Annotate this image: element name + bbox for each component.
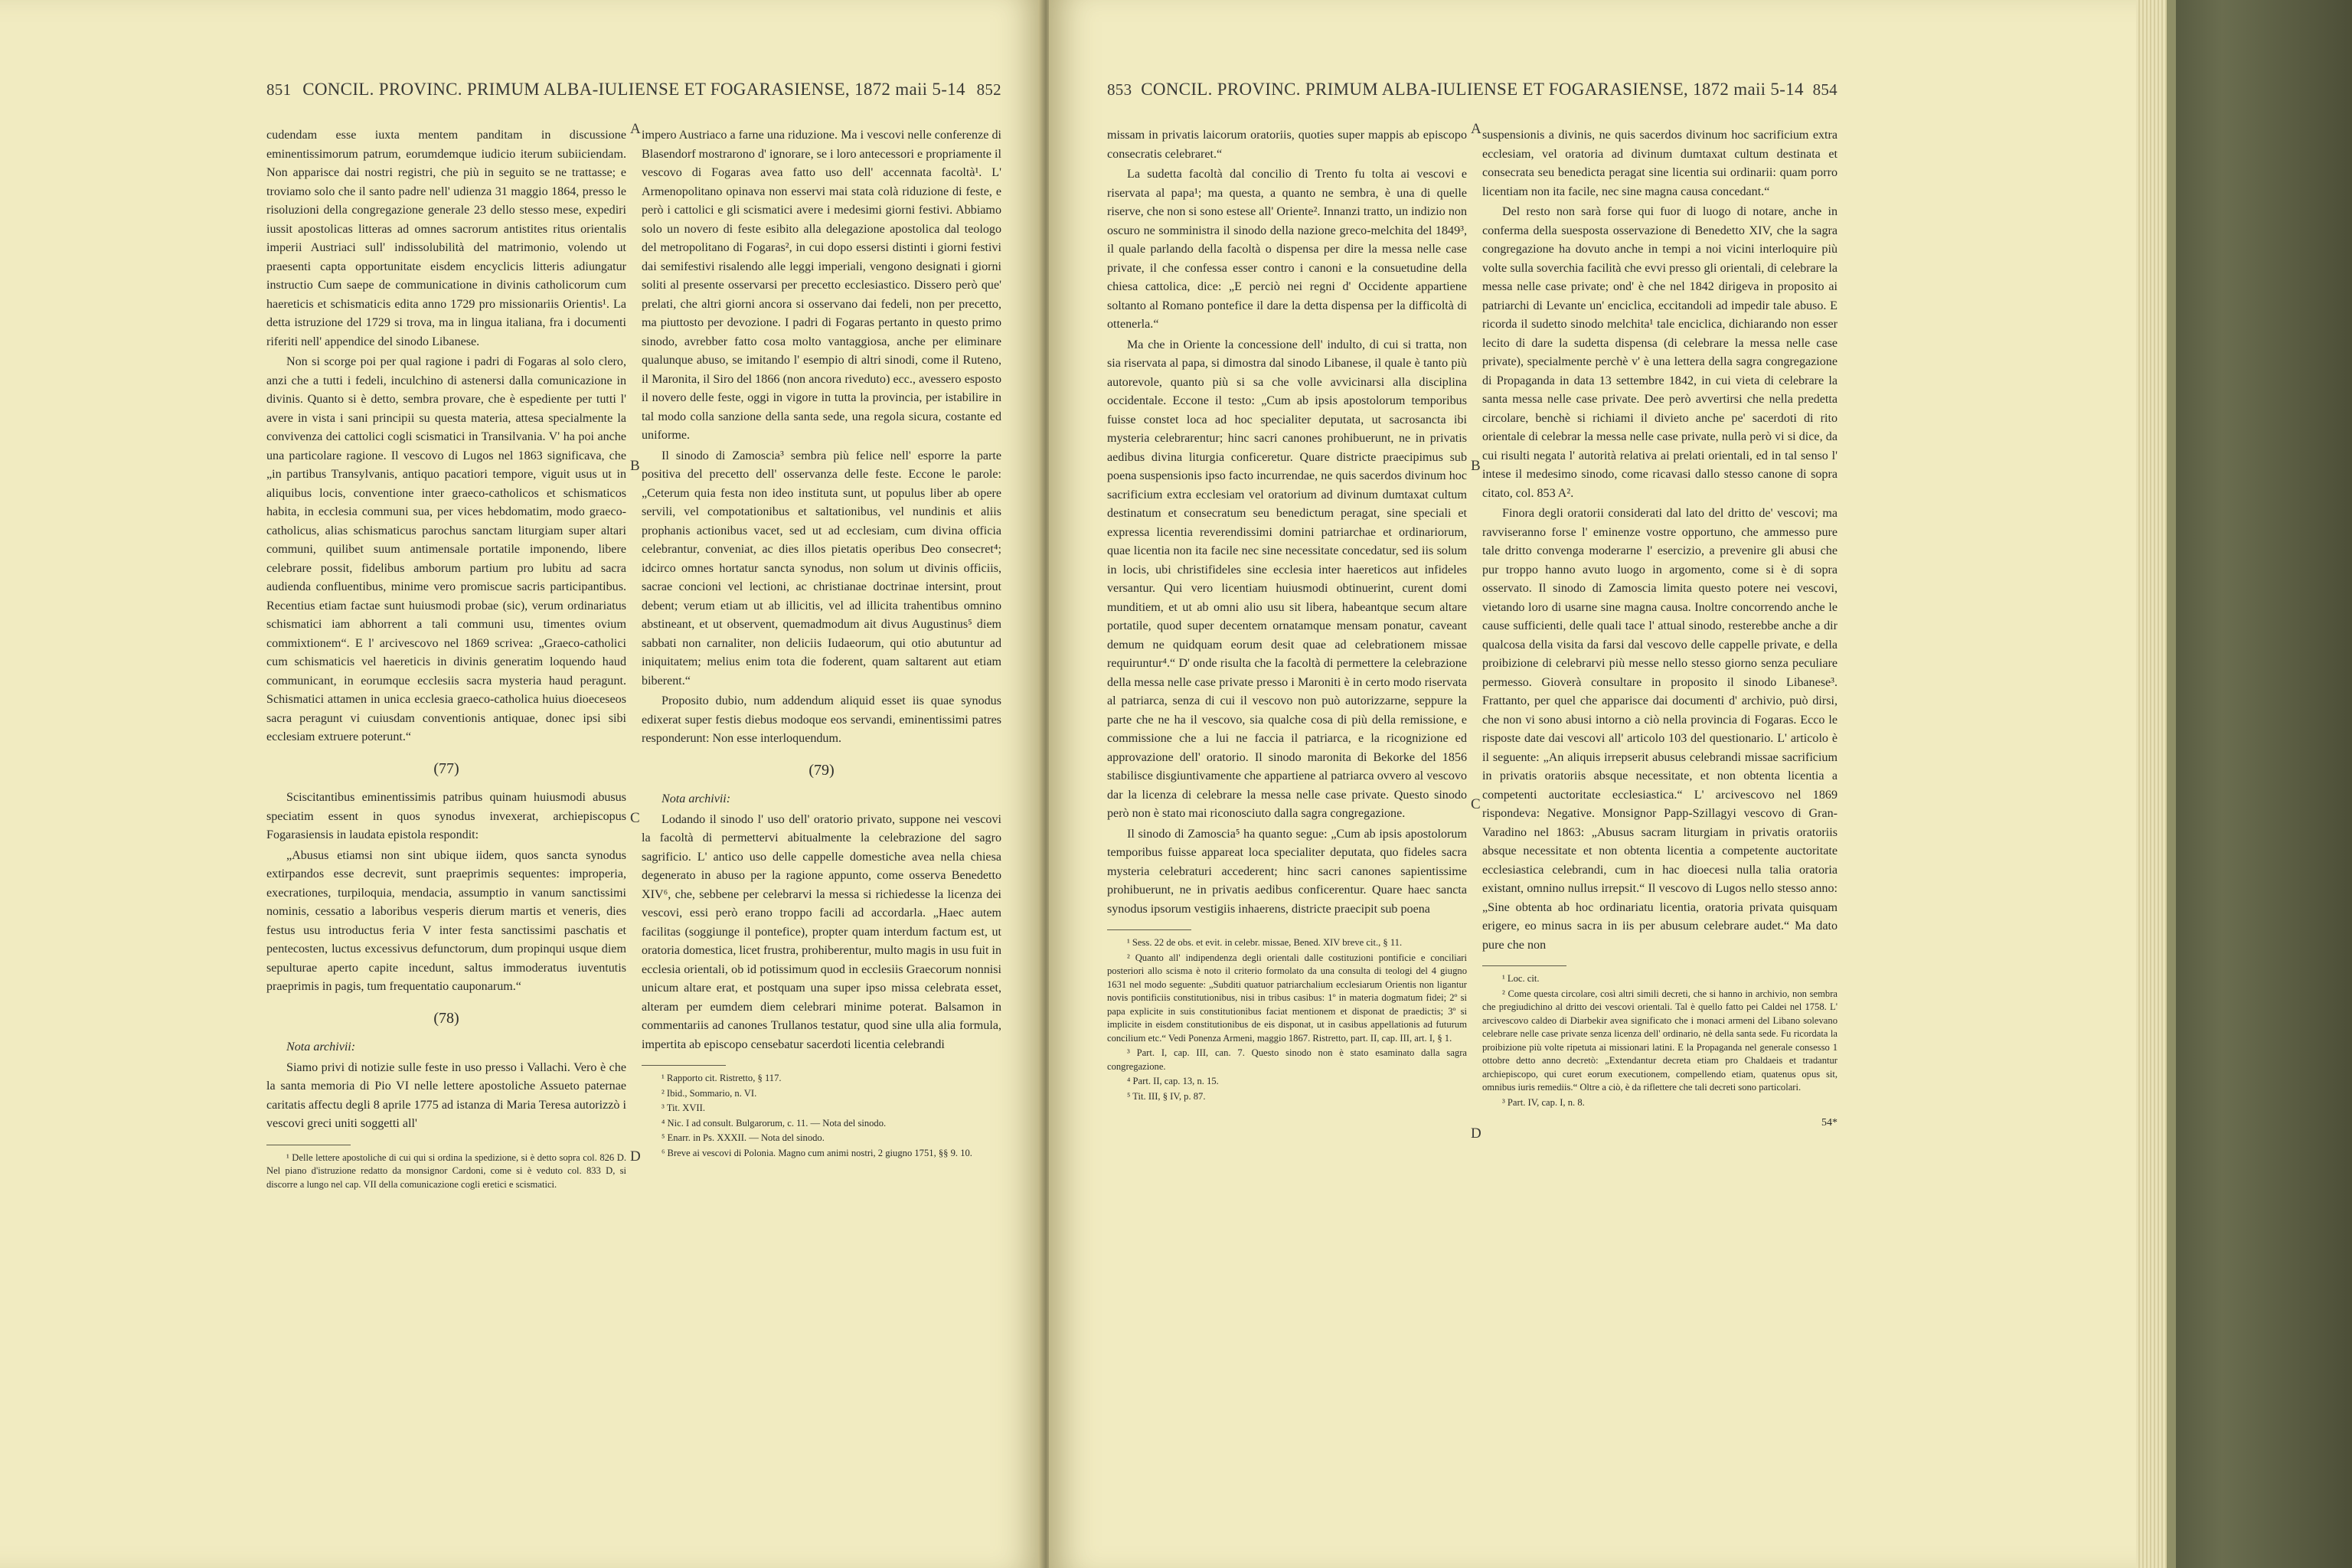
footnote: ¹ Rapporto cit. Ristretto, § 117. xyxy=(662,1073,782,1083)
paragraph: Sciscitantibus eminentissimis patribus quinam huiusmodi abusus speciatim essent in quos synodus invexerat, archiepiscopus Fogarasiensis in laudata epistola respondit: xyxy=(266,791,626,841)
margin-marker-c: C xyxy=(630,810,640,826)
footnote: ³ Part. IV, cap. I, n. 8. xyxy=(1502,1096,1585,1108)
right-page-header xyxy=(1107,80,1838,100)
section-number: (79) xyxy=(808,761,835,779)
running-title: CONCIL. PROVINC. PRIMUM ALBA-IULIENSE ET FOGARASIENSE, 1872 maii 5-14 xyxy=(1141,80,1804,99)
margin-marker-d: D xyxy=(630,1148,641,1165)
paragraph: Proposito dubio, num addendum aliquid esset iis quae synodus edixerat super festis diebus modoque eos servandi, eminentissimi patres responderunt: Non esse interloquendum. xyxy=(642,694,1001,745)
paragraph: Del resto non sarà forse qui fuor di luogo di notare, anche in conferma della suesposta osservazione di Benedetto XIV, che la sagra congregazione ha dovuto anche in tempi a noi vicini interloquire più volte sulla soverchia facilità che evvi presso gli orientali, di celebrare la messa nelle case private; ond' è che nel 1842 dirigeva in proposito ai patriarchi di Levante un' enciclica, eccitandoli ad impedir tale abuso. E ricorda il sudetto sinodo melchita¹ tale enciclica, dichiarando non esser lecito di dare la sudetta dispensa (di celebrare la messa nelle case private), specialmente perchè v' è una lettera della sagra congregazione di Propaganda in data 13 settembre 1842, in cui vieta di celebrare la santa messa nelle case private. Dee però avvertirsi che nella predetta circolare, benchè si richiami il divieto anche pe' sacerdoti di rito orientale di celebrar la messa nelle case private, nulla però vi si dice, da cui risulti negata l' autorità relativa ai prelati orientali, ed in tal senso l' intese il medesimo sinodo, come ricavasi dallo stesso canone di sopra citato, col. 853 A². xyxy=(1482,205,1838,500)
margin-marker-b: B xyxy=(1471,458,1481,474)
left-page-column-2 xyxy=(642,126,1001,1161)
footnote-rule xyxy=(1482,965,1566,966)
paragraph: Finora degli oratorii considerati dal lato del dritto de' vescovi; ma ravviseranno forse l' eminenze vostre opportuno, che ammesso pure tale dritto convenga moderarne l' esercizio, a prevenire gli abusi che pur troppo hanno avuto luogo in argomento, come si è di sopra osservato. Il sinodo di Zamoscia limita questo potere nei vescovi, vietando loro di usarne sine magna causa. Inoltre concorrendo anche le cause sufficienti, delle quali tace l' attual sinodo, resterebbe anche a dir qualcosa della visita da farsi dal vescovo delle cappelle private, e della proibizione di celebrarvi più messe nello stesso giorno senza peculiare permesso. Gioverà consultare in proposito il sinodo Libanese³. Frattanto, per quel che apparisce dai documenti d' archivio, può dirsi, che non vi sono abusi intorno a ciò nella provincia di Fogaras. Ecco le risposte date dai vescovi all' articolo 103 del questionario. L' articolo è il seguente: „An aliquis irrepserit abusus celebrandi missae sacrificium in privatis oratoriis absque necessitate, et non obtenta licentia a competenti auctoritate ecclesiastica.“ L' arcivescovo nel 1869 rispondeva: Negative. Monsignor Papp-Szillagyi vescovo di Gran-Varadino nel 1863: „Abusus sacram liturgiam in privatis oratoriis absque necessitate et non obtenta licentia a competente auctoritate ecclesiastica celebrandi, cum in hac dioecesi nulla talia oratoria existant, omnino nullus irrepsit.“ Il vescovo di Lugos nello stesso anno: „Sine obtenta ab hoc ordinariatu licentia, oratoria privata quisquam erigere, eo minus sacra in iis per abusum celebrare audet.“ Ma dato pure che non xyxy=(1482,507,1838,952)
footnote: ⁴ Part. II, cap. 13, n. 15. xyxy=(1127,1076,1219,1086)
archive-note-label: Nota archivii: xyxy=(286,1040,356,1054)
footnote: ² Ibid., Sommario, n. VI. xyxy=(662,1087,757,1099)
page-edge-stack xyxy=(2136,0,2167,1568)
paragraph: Il sinodo di Zamoscia³ sembra più felice nell' esporre la parte positiva del precetto dell' osservanza delle feste. Eccone le parole: „Ceterum quia festa non ideo instituta sunt, ut populus liber ab opere servili, vel compotationibus et saltationibus, vel nundinis et aliis prophanis actionibus vacet, sed ut ad ecclesiam, cum divina officia celebrantur, conveniat, ac dies illos pietatis operibus Deo consecret⁴; idcirco omnes hortatur sancta synodus, non solum ut divinis officiis, sacrae concioni vel lectioni, ac christianae doctrinae intersint, prout debent; verum etiam ut ab illicitis, vel ad illicita trahentibus omnino abstineant, et ut observent, quemadmodum ait divus Augustinus⁵ diem sabbati non carnaliter, non deliciis Iudaeorum, qui otio abutuntur ad iniquitatem; melius enim tota die foderent, quam saltarent aut etiam biberent.“ xyxy=(642,449,1001,688)
left-page xyxy=(0,0,1043,1568)
paragraph: Ma che in Oriente la concessione dell' indulto, di cui si tratta, non sia riservata al papa, si dimostra dal sinodo Libanese, il quale è tanto più autorevole, quanto più si sa che volle avvicinarsi alla disciplina occidentale. Eccone il testo: „Cum ab ipsis apostolorum temporibus fuisse constet loca ad hoc specialiter deputata, ut sacrosancta ibi mysteria celebrarentur; hinc sacri canones prohibuerunt, ne in privatis aedibus divina liturgia conficeretur. Quare districte praecipimus sub poena suspensionis ipso facto incurrendae, ne quis sacerdos divinum hoc sacrificium extra ecclesiam vel oratorium ad divinum dumtaxat cultum destinatum et consecratum seu benedictum peragat, sine speciali et expressa licentia reverendissimi domini patriarchae et ordinariorum, quae licentia non ita facile nec sine necessitate concedatur, sed iis solum in locis, ubi christifideles sine ecclesia inter haereticos aut infideles versantur. Qui vero licentiam huiusmodi obtinuerint, curent domi munditiem, et ut ab omni alio usu sit libera, habeantque secum altare portatile, quod super decentem ornatamque mensam ponatur, caveant demum ne quidquam eorum desit quae ad celebrationem missae requiruntur⁴.“ D' onde risulta che la facoltà di permettere la celebrazione della messa nelle case private presso i Maroniti è in certo modo riservata al patriarca, senza di cui il vescovo non può autorizzarne, seppure la parte che ne ha il vescovo, sia qualche cosa di più della remissione, e commissione che a lui ne faccia il patriarca, e la ricognizione ed approvazione dell' oratorio. Il sinodo maronita di Bekorke del 1856 stabilisce disgiuntivamente che appartiene al patriarca ovvero al vescovo dar la licenza di celebrare la messa nelle case private. Questo sinodo però non è stato mai riconosciuto dalla sagra congregazione. xyxy=(1107,338,1467,820)
paragraph: Non si scorge poi per qual ragione i padri di Fogaras al solo clero, anzi che a tutti i fedeli, inculchino di astenersi dalla comunicazione in divinis. Quanto si è detto, sembra provare, che è espediente per tutti l' avere in vista i sani principii su questa materia, attesa specialmente la convivenza dei cattolici cogli scismatici in Transilvania. V' ha poi anche una particolare ragione. Il vescovo di Lugos nel 1863 significava, che „in partibus Transylvanis, antiquo pacatiori tempore, viguit usus ut in aliquibus locis, conventione inter graeco-catholicos et schismaticos habita, in ecclesia communi sua, per vices hebdomatim, modo graeco-catholicus, alias schismaticus parochus sanctam liturgiam super altari communi, quilibet suum antimensale portatile imponendo, libere celebrare possit, fidelibus amborum partium pro lubitu ad sacra audienda confluentibus, minime vero promiscue sacris participantibus. Recentius etiam factae sunt huiusmodi probae (sic), verum ordinariatus schismatici iam abhorrent a tali communi usu, timentes ovium commixtionem“. E l' arcivescovo nel 1869 scrivea: „Graeco-catholici cum schismaticis vel haereticis in divinis generatim loquendo haud communicant, in eorumque ecclesiis sacra mysteria haud peragunt. Schismatici attamen in unica ecclesia graeco-catholica huius dioeceseos sacra peragunt vi cuiusdam conventionis antiquae, donec ipsi sibi ecclesiam extruere poterunt.“ xyxy=(266,355,626,743)
footnote-rule xyxy=(642,1065,726,1066)
margin-marker-a: A xyxy=(630,121,641,137)
paragraph: Siamo privi di notizie sulle feste in uso presso i Vallachi. Vero è che la santa memoria di Pio VI nelle lettere apostoliche Assueto paternae caritatis affectu degli 8 aprile 1775 ad istanza di Maria Teresa autorizzò i vescovi greci uniti soggetti all' xyxy=(266,1060,626,1130)
footnote: ² Come questa circolare, così altri simili decreti, che si hanno in archivio, non sembra che pregiudichino al dritto dei vescovi orientali. Tal è quello fatto pei Caldei nel 1758. L' arcivescovo caldeo di Diarbekir avea significato che i monaci armeni del Libano solevano celebrare nelle case private senza licenza dell' ordinario, nè della santa sede. Fu ricordata la proibizione più volte ripetuta ai missionari latini. E la Propaganda nel generale consesso 1 ottobre detto anno decretò: „Extendantur decreta etiam pro Chaldaeis et tradantur archiepiscopo, qui curet eorum executionem, compellendo etiam, quatenus opus sit, omnibus iuris remediis.“ Oltre a ciò, è da riflettere che tali decreti sono particolari. xyxy=(1482,988,1838,1093)
paragraph: impero Austriaco a farne una riduzione. Ma i vescovi nelle conferenze di Blasendorf mostrarono d' ignorare, se i loro antecessori e propriamente il vescovo di Fogaras avea fatto uso dell' accennata facoltà¹. L' Armenopolitano opinava non esservi mai stata colà riduzione di feste, e però i cattolici e gli scismatici avere i medesimi giorni festivi. Abbiamo solo un novero di feste esibito alla delegazione apostolica dal teologo del metropolitano di Fogaras², in cui dopo essersi distinti i giorni festivi dai semifestivi risalendo alle leggi imperiali, vengono designati i giorni soliti al presente osservarsi per precetto ecclesiastico. Dissero però que' prelati, che altri giorni ancora si osservano dai fedeli, non per precetto, ma piuttosto per devozione. I padri di Fogaras pertanto in questo primo sinodo, avrebber fatto cosa molto vantaggiosa, anche per eliminare qualunque abuso, se imitando l' esempio di altri sinodi, come il Ruteno, il Maronita, il Siro del 1866 (non ancora riveduto) ecc., avessero esposto il novero delle feste, oggi in vigore in tutta la provincia, per istabilire in tal modo colla sanzione della santa sede, una regola sicura, costante ed uniforme. xyxy=(642,129,1001,442)
right-page xyxy=(1049,0,2136,1568)
margin-marker-a: A xyxy=(1471,121,1481,137)
book-cover xyxy=(2167,0,2352,1568)
footnote: ¹ Delle lettere apostoliche di cui qui si ordina la spedizione, si è detto sopra col. 826 D. Nel piano d'istruzione redatto da monsignor Cardoni, come si è veduto col. 833 D, si discorre a lungo nel cap. VII della comunicazione cogli eretici e scismatici. xyxy=(266,1152,626,1190)
archive-note-label: Nota archivii: xyxy=(662,792,731,805)
footnote: ⁵ Tit. III, § IV, p. 87. xyxy=(1127,1090,1206,1102)
signature-mark: 54* xyxy=(1821,1117,1838,1129)
paragraph: suspensionis a divinis, ne quis sacerdos divinum hoc sacrificium extra ecclesiam, vel oratoria ad divinum dumtaxat cultum destinata et consecrata seu benedicta peragat sine licentia sui ordinarii: quam porro licentiam non ita facile, nec sine magna causa concedant.“ xyxy=(1482,129,1838,198)
page-number-left: 851 xyxy=(266,80,292,99)
footnote: ⁴ Nic. I ad consult. Bulgarorum, c. 11. — Nota del sinodo. xyxy=(662,1117,887,1129)
right-page-column-2 xyxy=(1482,126,1838,1135)
section-number: (77) xyxy=(433,760,459,777)
right-page-column-1 xyxy=(1107,126,1467,1105)
section-number: (78) xyxy=(433,1009,459,1027)
footnote: ¹ Loc. cit. xyxy=(1502,973,1540,984)
page-number-right: 852 xyxy=(976,80,1001,99)
paragraph: La sudetta facoltà dal concilio di Trento fu tolta ai vescovi e riservata al papa¹; ma questa, a quanto ne sembra, è una di quelle riserve, che non si sono estese all' Oriente². Innanzi tratto, un indizio non oscuro ne somministra il sinodo della nazione greco-melchita del 1849³, il quale parlando della facoltà o dispensa per dire la messa nelle case private, il che confessa esser contro i canoni e la consuetudine della chiesa cattolica, dice: „E perciò nei regni d' Occidente appartiene soltanto al Romano pontefice il dare la detta dispensa per la difficoltà di ottenerla.“ xyxy=(1107,168,1467,331)
paragraph: cudendam esse iuxta mentem panditam in discussione eminentissimorum patrum, eorumdemque iudicio iterum subiiciendam. Non apparisce dai nostri registri, che più in seguito se ne trattasse; e troviamo solo che il santo padre nell' udienza 31 maggio 1864, presso le risoluzioni della congregazione generale 23 dello stesso mese, expediri iussit apostolicas litteras ad omnes sacrorum antistites ritus orientalis imperii Austriaci sull' indissolubilità del matrimonio, volendo ut praesenti capta opportunitate eisdem encyclicis litteris adiungatur instructio Cum saepe de communicatione in divinis catholicorum cum haereticis et schismaticis edita anno 1729 pro missionariis Orientis¹. La detta istruzione del 1729 si trova, ma in lingua italiana, fra i documenti riferiti nell' appendice del sinodo Libanese. xyxy=(266,129,626,348)
paragraph: „Abusus etiamsi non sint ubique iidem, quos sancta synodus extirpandos esse decrevit, sunt praeprimis sequentes: improperia, execrationes, turpiloquia, mendacia, assumptio in vanum sanctissimi nominis, cessatio a laboribus vesperis dierum martis et veneris, dies festus usu introductus feria V inter festa sanctissimi paschatis et pentecosten, luctus excessivus defunctorum, dum propinqui usque diem sepulturae aperto capite incedunt, saltus immoderatus iuventutis praeprimis in pagis, tum frequentatio cauponarum.“ xyxy=(266,848,626,993)
paragraph: missam in privatis laicorum oratoriis, quoties super mappis ab episcopo consecratis celebraret.“ xyxy=(1107,129,1467,161)
page-number-left: 853 xyxy=(1107,80,1132,99)
footnote: ⁵ Enarr. in Ps. XXXII. — Nota del sinodo. xyxy=(662,1132,825,1143)
footnote: ⁶ Breve ai vescovi di Polonia. Magno cum animi nostri, 2 giugno 1751, §§ 9. 10. xyxy=(662,1147,972,1158)
footnote: ² Quanto all' indipendenza degli orientali dalle costituzioni pontificie e conciliari posteriori allo scisma è noto il criterio formolato da una consulta di teologi del 4 giugno 1631 nel modo seguente: „Subditi quatuor patriarchalium ecclesiarum Orientis non ligantur novis pontificiis constitutionibus, nisi in tribus casibus: 1º in materia dogmatum fidei; 2º si papa explicite in suis constitutionibus faciat mentionem et disponat de praedictis; 3º si implicite in eisdem constitutionibus de eis disponat, ut in casibus appellationis ad futurum concilium etc.“ Vedi Ponenza Armeni, maggio 1867. Ristretto, part. II, cap. III, art. I, § 1. xyxy=(1107,952,1467,1044)
margin-marker-b: B xyxy=(630,458,640,474)
margin-marker-d: D xyxy=(1471,1125,1481,1142)
page-number-right: 854 xyxy=(1812,80,1838,99)
footnote: ³ Tit. XVII. xyxy=(662,1102,705,1113)
running-title: CONCIL. PROVINC. PRIMUM ALBA-IULIENSE ET FOGARASIENSE, 1872 maii 5-14 xyxy=(302,80,965,99)
footnote: ¹ Sess. 22 de obs. et evit. in celebr. missae, Bened. XIV breve cit., § 11. xyxy=(1127,937,1403,948)
paragraph: Lodando il sinodo l' uso dell' oratorio privato, suppone nei vescovi la facoltà di permettervi abitualmente la celebrazione del sagro sagrificio. L' antico uso delle cappelle domestiche avea nella chiesa degenerato in abuso per la ragione appunto, come osserva Benedetto XIV⁶, che, sebbene per celebrarvi la messa si richiedesse la licenza dei vescovi, essi però erano troppo facili ad accordarla. „Haec autem facilitas (soggiunge il pontefice), propter quam interdum factum est, ut oratoria domestica, licet frustra, prohiberentur, multo magis in usu fuit in ecclesia orientali, ob id potissimum quod in ecclesiis Graecorum nonnisi unicum altare erat, et postquam una super ipso missa celebrata esset, alteram per eumdem diem celebrari minime poterat. Balsamon in commentariis ad canones Trullanos testatur, quod sine ulla alia formula, impertita ab episcopo censebatur sacerdoti licentia celebrandi xyxy=(642,812,1001,1051)
cover-edge xyxy=(2167,0,2176,1568)
margin-marker-c: C xyxy=(1471,796,1481,812)
left-page-column-1 xyxy=(266,126,626,1193)
footnote: ³ Part. I, cap. III, can. 7. Questo sinodo non è stato esaminato dalla sagra congregazione. xyxy=(1107,1047,1467,1072)
paragraph: Il sinodo di Zamoscia⁵ ha quanto segue: „Cum ab ipsis apostolorum temporibus fuisse appareat loca specialiter deputata, quo fideles sacra mysteria celebraturi accederent; hinc sacri canones sapientissime prohibuerunt, ne in privatis aedibus conficerentur. Quare haec sancta synodus ipsorum vestigiis inhaerens, districte praecipit sub poena xyxy=(1107,827,1467,916)
left-page-header xyxy=(266,80,1001,100)
footnote-rule xyxy=(1107,929,1191,930)
